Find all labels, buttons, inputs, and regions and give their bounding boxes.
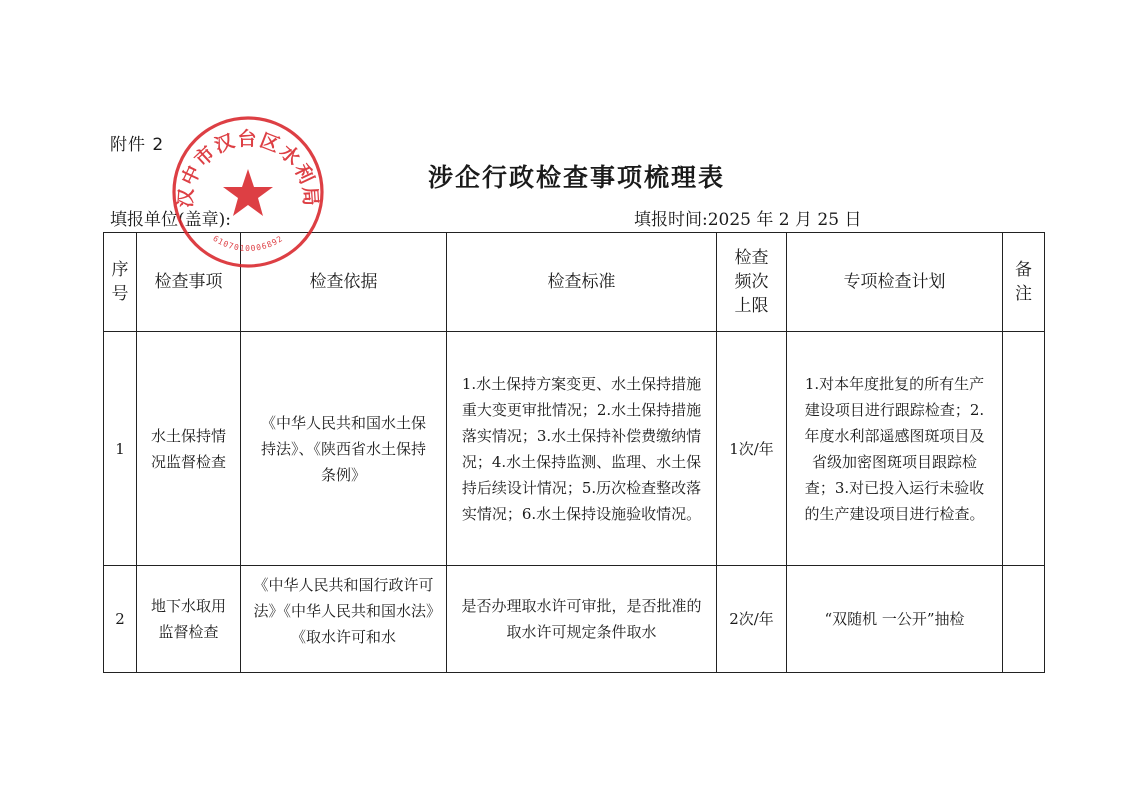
row-remark xyxy=(1003,332,1045,566)
header-item: 检查事项 xyxy=(137,233,241,332)
table-row xyxy=(104,332,1045,566)
row-plan: 1.对本年度批复的所有生产建设项目进行跟踪检查；2.年度水利部遥感图斑项目及省级加密图斑项目跟踪检查；3.对已投入运行未验收的生产建设项目进行检查。 xyxy=(787,332,1003,566)
official-seal xyxy=(170,114,326,270)
header-frequency: 检查频次上限 xyxy=(717,233,787,332)
row-basis: 《中华人民共和国行政许可法》《中华人民共和国水法》《取水许可和水 xyxy=(253,576,434,646)
row-frequency: 1次/年 xyxy=(717,332,787,566)
row-standard: 是否办理取水许可审批，是否批准的取水许可规定条件取水 xyxy=(447,566,717,673)
seal-text: 汉中市汉台区水利局 xyxy=(174,128,322,209)
row-item: 水土保持情况监督检查 xyxy=(137,332,241,566)
svg-text:6107010006892 xyxy=(211,234,285,253)
header-remark: 备注 xyxy=(1003,233,1045,332)
inspection-table xyxy=(103,232,1045,673)
header-plan: 专项检查计划 xyxy=(787,233,1003,332)
row-frequency: 2次/年 xyxy=(717,566,787,673)
star-icon xyxy=(223,169,273,216)
header-seq: 序号 xyxy=(104,233,137,332)
row-basis: 《中华人民共和国水土保持法》、《陕西省水土保持条例》 xyxy=(241,332,447,566)
row-item: 地下水取用监督检查 xyxy=(137,566,241,673)
row-remark xyxy=(1003,566,1045,673)
header-standard: 检查标准 xyxy=(447,233,717,332)
row-seq: 2 xyxy=(104,566,137,673)
row-seq: 1 xyxy=(104,332,137,566)
page-title: 涉企行政检查事项梳理表 xyxy=(427,163,725,192)
fill-unit-label: 填报单位(盖章): xyxy=(110,210,231,230)
row-plan: “双随机 一公开”抽检 xyxy=(787,566,1003,673)
row-standard: 1.水土保持方案变更、水土保持措施重大变更审批情况；2.水土保持措施落实情况；3.水土保持补偿费缴纳情况；4.水土保持监测、监理、水土保持后续设计情况；5.历次检查整改落实情况；6.水土保持设施验收情况。 xyxy=(447,332,717,566)
header-basis: 检查依据 xyxy=(241,233,447,332)
fill-date-label: 填报时间:2025 年 2 月 25 日 xyxy=(634,210,862,230)
table-row xyxy=(104,566,1045,673)
seal-code: 6107010006892 xyxy=(211,233,285,254)
attachment-label: 附件 2 xyxy=(110,135,165,155)
